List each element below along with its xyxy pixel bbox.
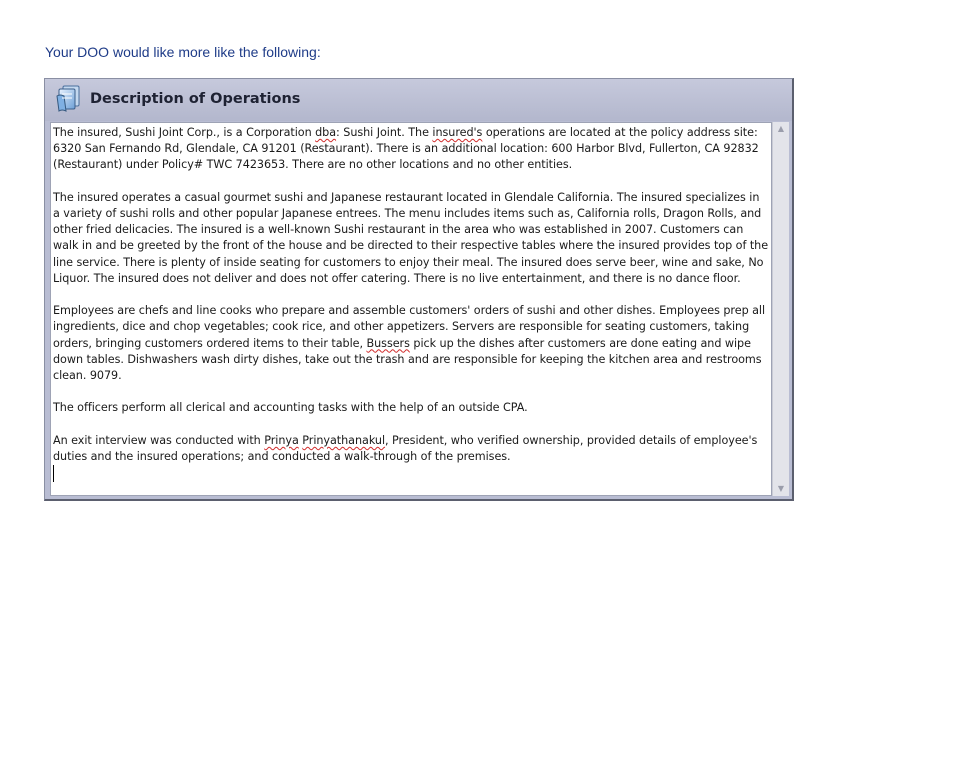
text-caret xyxy=(53,465,54,482)
spellcheck-word[interactable]: insured's xyxy=(432,126,483,139)
description-text[interactable] xyxy=(53,125,769,482)
paragraph-insured-location xyxy=(53,125,769,174)
document-stack-icon xyxy=(54,84,84,114)
spellcheck-word[interactable]: Prinyathanakul xyxy=(302,433,386,447)
text-segment: : Sushi Joint. The xyxy=(336,126,433,139)
paragraph-officers: The officers perform all clerical and accounting tasks with the help of an outside CPA. xyxy=(53,401,528,415)
text-segment: operations are located at the policy address site: 6320 San Fernando Rd, Glendale, CA 91201 (Restaurant). There is an additional location: 600 Harbor Blvd, Fullerton, CA 92832 (Restaurant) under Policy# TWC 7423653. There are no other locations and no other entities. xyxy=(53,126,759,172)
text-segment: , President, who verified ownership, provided details of employee's duties and the insured operations; and conducted a walk-through of the premises. xyxy=(53,433,758,463)
scroll-up-arrow-icon[interactable]: ▲ xyxy=(777,124,785,133)
description-textarea[interactable] xyxy=(50,122,772,496)
spellcheck-word[interactable]: Prinya xyxy=(264,433,299,447)
spellcheck-word[interactable]: dba xyxy=(315,126,337,139)
scroll-down-arrow-icon[interactable]: ▼ xyxy=(777,484,785,493)
paragraph-operations: The insured operates a casual gourmet sushi and Japanese restaurant located in Glendale California. The insured specializes in a variety of sushi rolls and other popular Japanese entrees. The menu includes items such as, California rolls, Dragon Rolls, and other fried delicacies. The insured is a well-known Sushi restaurant in the area who was established in 2007. Customers can walk in and be greeted by the front of the house and be directed to their respective tables where the insured provides top of the line service. There is plenty of inside seating for customers to enjoy their meal. The insured does serve beer, wine and sake, No Liquor. The insured does not deliver and does not offer catering. There is no live entertainment, and there is no dance floor. xyxy=(53,190,769,285)
intro-text: Your DOO would like more like the following: xyxy=(45,44,321,60)
vertical-scrollbar[interactable] xyxy=(772,122,789,496)
text-segment: pick up the dishes after customers are done eating and wipe down tables. Dishwashers wash dirty dishes, take out the trash and are responsible for keeping the kitchen area and restrooms clean. 9079. xyxy=(53,336,762,383)
description-of-operations-panel xyxy=(44,78,794,501)
text-segment: An exit interview was conducted with xyxy=(53,433,265,447)
paragraph-exit-interview xyxy=(53,433,769,465)
panel-title: Description of Operations xyxy=(90,91,301,107)
panel-header xyxy=(45,79,792,121)
text-segment: The insured, Sushi Joint Corp., is a Corporation xyxy=(53,126,316,139)
paragraph-employees xyxy=(53,303,769,384)
spellcheck-word[interactable]: Bussers xyxy=(366,336,410,350)
text-segment: Employees are chefs and line cooks who prepare and assemble customers' orders of sushi and other dishes. Employees prep all ingredients, dice and chop vegetables; cook rice, and other appetizers. Servers are responsible for seating customers, taking orders, bringing customers ordered items to their table, xyxy=(53,304,766,350)
